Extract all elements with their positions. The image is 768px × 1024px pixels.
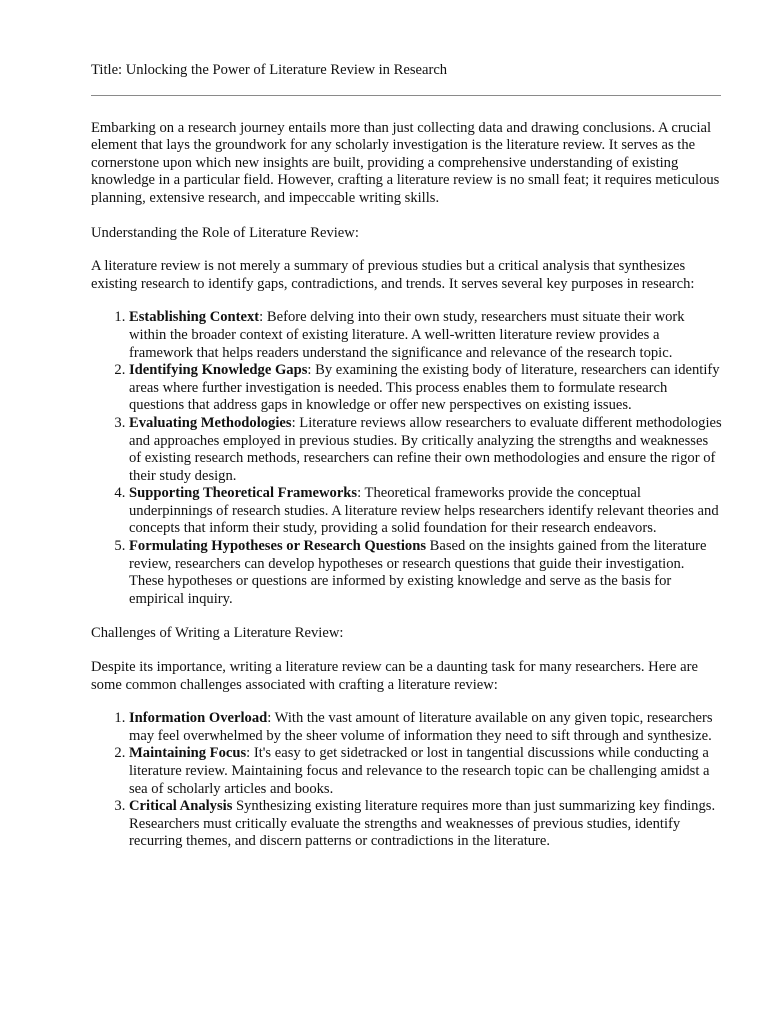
- list-item-separator: :: [357, 485, 362, 502]
- role-heading: Understanding the Role of Literature Review:: [91, 224, 359, 241]
- list-item: [129, 710, 722, 745]
- list-item-term: Identifying Knowledge Gaps: [129, 362, 308, 379]
- intro-paragraph: Embarking on a research journey entails more than just collecting data and drawing conclusions. A crucial element that lays the groundwork for any scholarly investigation is the literature review. It serves as the cornerstone upon which new insights are built, providing a comprehensive understanding of existing knowledge in a particular field. However, crafting a literature review is no small feat; it requires meticulous planning, extensive research, and impeccable writing skills.: [91, 119, 720, 206]
- list-item-separator: :: [246, 745, 251, 762]
- list-item-term: Establishing Context: [129, 309, 260, 326]
- list-item: [129, 485, 722, 538]
- list-item: [129, 309, 722, 362]
- list-item-separator: :: [267, 710, 272, 727]
- list-item-text: Synthesizing existing literature requires more than just summarizing key findings. Researchers must critically evaluate the strengths and weaknesses of previous studies, identify recurring themes, and discern patterns or contradictions in the literature.: [129, 798, 716, 850]
- document-title: Title: Unlocking the Power of Literature Review in Research: [91, 62, 448, 78]
- list-item-text: Theoretical frameworks provide the conceptual underpinnings of research studies. A literature review helps researchers identify relevant theories and concepts that inform their study, providing a solid foundation for their research endeavors.: [129, 485, 719, 537]
- challenges-list: [91, 710, 722, 851]
- list-item-term: Maintaining Focus: [129, 745, 247, 762]
- list-item-text: With the vast amount of literature available on any given topic, researchers may feel overwhelmed by the sheer volume of information they need to sift through and synthesize.: [129, 710, 713, 744]
- list-item-separator: :: [259, 309, 264, 326]
- list-item: [129, 415, 722, 485]
- list-item-text: Before delving into their own study, researchers must situate their work within the broader context of existing literature. A well-written literature review provides a framework that helps readers understand the significance and relevance of the research topic.: [129, 309, 685, 361]
- list-item-term: Formulating Hypotheses or Research Questions: [129, 538, 427, 555]
- list-item-text: It's easy to get sidetracked or lost in tangential discussions while conducting a literature review. Maintaining focus and relevance to the research topic can be challenging amidst a sea of scholarly articles and books.: [129, 745, 710, 797]
- list-item: [129, 798, 722, 851]
- list-item-term: Evaluating Methodologies: [129, 414, 292, 431]
- list-item: [129, 362, 722, 415]
- purposes-list: [91, 309, 722, 608]
- challenges-intro-paragraph: Despite its importance, writing a literature review can be a daunting task for many researchers. Here are some common challenges associated with crafting a literature review:: [91, 659, 699, 693]
- list-item-text: By examining the existing body of literature, researchers can identify areas where further investigation is needed. This process enables them to formulate research questions that address gaps in knowledge or offer new perspectives on existing issues.: [129, 362, 720, 414]
- list-item-text: Based on the insights gained from the literature review, researchers can develop hypotheses or research questions that guide their investigation. These hypotheses or questions are informed by existing knowledge and serve as the basis for empirical inquiry.: [129, 538, 707, 607]
- list-item-text: Literature reviews allow researchers to evaluate different methodologies and approaches employed in previous studies. By critically analyzing the strengths and weaknesses of existing research methods, researchers can refine their own methodologies and ensure the rigor of their study design.: [129, 414, 722, 484]
- title-divider: [91, 95, 721, 96]
- list-item-term: Supporting Theoretical Frameworks: [129, 485, 358, 502]
- list-item-term: Information Overload: [129, 710, 268, 727]
- challenges-heading: Challenges of Writing a Literature Review:: [91, 625, 344, 642]
- list-item-separator: :: [291, 414, 296, 431]
- role-intro-paragraph: A literature review is not merely a summary of previous studies but a critical analysis that synthesizes existing research to identify gaps, contradictions, and trends. It serves several key purposes in research:: [91, 258, 695, 292]
- list-item-term: Critical Analysis: [129, 798, 233, 815]
- list-item: [129, 538, 722, 608]
- list-item-separator: :: [307, 362, 312, 379]
- list-item: [129, 745, 722, 798]
